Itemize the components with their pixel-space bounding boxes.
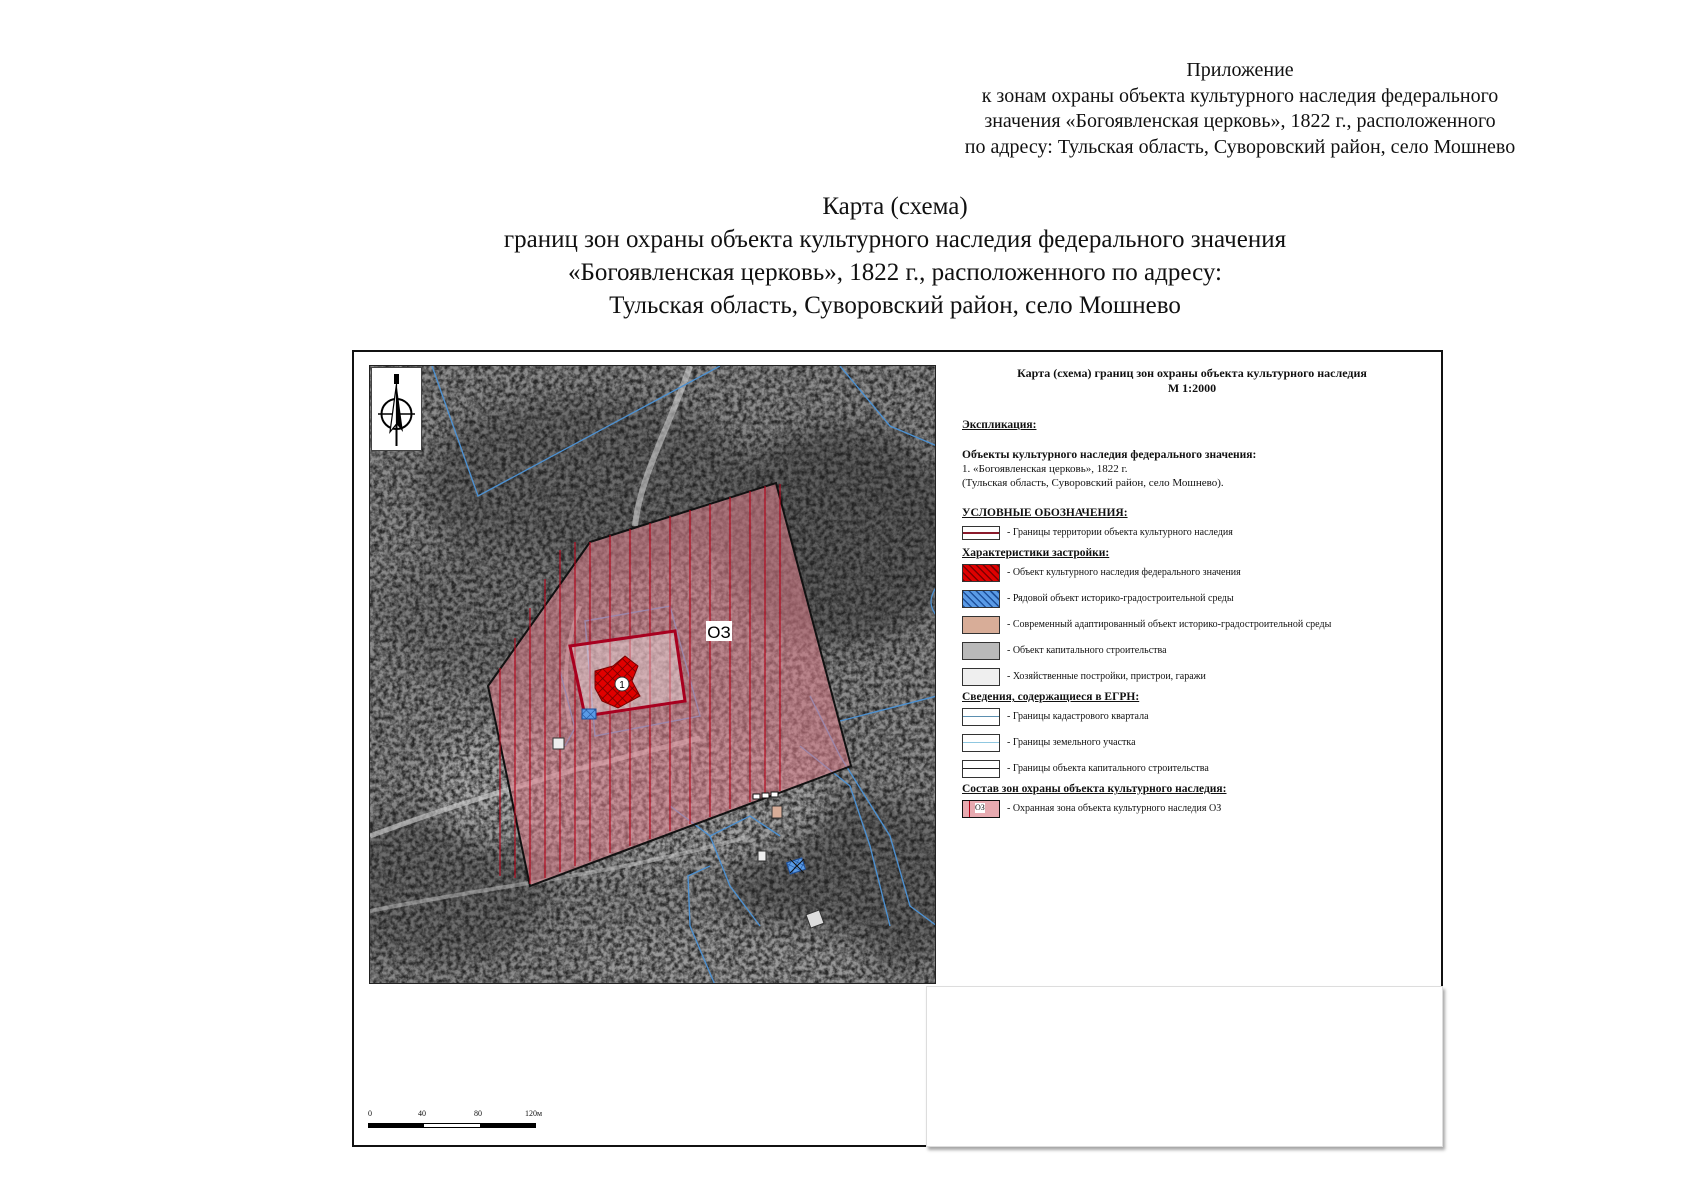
- household-building: [758, 851, 766, 861]
- map-sheet: [352, 350, 1443, 1147]
- legend-row-capital: [962, 638, 1422, 664]
- federal-object-swatch: [962, 564, 1000, 582]
- household-building: [553, 738, 564, 749]
- scale-label: 80: [474, 1109, 482, 1118]
- symbols-heading: УСЛОВНЫЕ ОБОЗНАЧЕНИЯ:: [962, 507, 1128, 519]
- object-line: 1. «Богоявленская церковь», 1822 г.: [962, 463, 1128, 475]
- household-swatch: [962, 668, 1000, 686]
- legend-row-territory: [962, 520, 1422, 546]
- legend-label: - Границы земельного участка: [1007, 737, 1136, 748]
- scale-label: 120м: [525, 1109, 543, 1118]
- legend-row-land-plot: [962, 730, 1422, 756]
- legend-label: - Границы объекта капитального строительства: [1007, 763, 1209, 774]
- legend-label: - Границы кадастрового квартала: [1007, 711, 1149, 722]
- north-arrow-icon: [372, 368, 421, 450]
- appendix-caption: [900, 58, 1580, 160]
- north-arrow: [371, 367, 422, 451]
- map-legend: [962, 366, 1422, 822]
- legend-label: - Охранная зона объекта культурного наследия ОЗ: [1007, 803, 1222, 814]
- satellite-map[interactable]: [369, 365, 936, 984]
- appendix-line: по адресу: Тульская область, Суворовский район, село Мошнево: [964, 135, 1516, 158]
- explication-heading: Экспликация:: [962, 419, 1037, 431]
- territory-swatch: [962, 526, 1000, 540]
- map-canvas: [370, 366, 936, 984]
- building-heading: Характеристики застройки:: [962, 547, 1110, 559]
- land-plot-swatch: [962, 734, 1000, 752]
- scale-bar-graphic: [368, 1123, 536, 1128]
- legend-row-household: [962, 664, 1422, 690]
- scale-label: 0: [368, 1109, 372, 1118]
- scale-bar: [368, 1109, 543, 1139]
- legend-row-cadastral: [962, 704, 1422, 730]
- legend-row-capital-boundary: [962, 756, 1422, 782]
- legend-title-line: Карта (схема) границ зон охраны объекта культурного наследия: [1017, 366, 1367, 380]
- scale-label: 40: [418, 1109, 426, 1118]
- household-building: [772, 806, 782, 818]
- legend-row-federal: [962, 560, 1422, 586]
- legend-label: - Хозяйственные постройки, пристрои, гаражи: [1007, 671, 1206, 682]
- object-line: (Тульская область, Суворовский район, село Мошнево).: [962, 477, 1224, 489]
- object-number: 1: [619, 680, 625, 691]
- ordinary-object: [582, 709, 596, 719]
- legend-label: - Границы территории объекта культурного наследия: [1007, 527, 1233, 538]
- cadastral-swatch: [962, 708, 1000, 726]
- appendix-line: к зонам охраны объекта культурного наследия федерального: [981, 84, 1499, 107]
- capital-object-swatch: [962, 642, 1000, 660]
- legend-title: [962, 366, 1422, 396]
- zone-swatch-label: ОЗ: [975, 803, 985, 812]
- objects-heading: Объекты культурного наследия федерального значения:: [962, 449, 1257, 461]
- appendix-line: Приложение: [1186, 59, 1294, 81]
- title-line: Тульская область, Суворовский район, село Мошнево: [609, 292, 1181, 319]
- title-line: «Богоявленская церковь», 1822 г., расположенного по адресу:: [568, 259, 1222, 286]
- zone-swatch: [962, 800, 1000, 818]
- legend-row-adapted: [962, 612, 1422, 638]
- zones-heading: Состав зон охраны объекта культурного наследия:: [962, 783, 1227, 795]
- adapted-object-swatch: [962, 616, 1000, 634]
- legend-label: - Современный адаптированный объект историко-градостроительной среды: [1007, 619, 1332, 630]
- page-title: [330, 190, 1460, 322]
- appendix-line: значения «Богоявленская церковь», 1822 г., расположенного: [984, 110, 1496, 132]
- title-line: границ зон охраны объекта культурного наследия федерального значения: [503, 226, 1287, 253]
- legend-row-ordinary: [962, 586, 1422, 612]
- stamp-box: [926, 986, 1443, 1147]
- egrn-heading: Сведения, содержащиеся в ЕГРН:: [962, 691, 1140, 703]
- ordinary-object-swatch: [962, 590, 1000, 608]
- legend-label: - Объект капитального строительства: [1007, 645, 1167, 656]
- legend-label: - Объект культурного наследия федерального значения: [1007, 567, 1241, 578]
- legend-label: - Рядовой объект историко-градостроительной среды: [1007, 593, 1234, 604]
- legend-scale: М 1:2000: [1167, 381, 1217, 395]
- legend-row-zone: [962, 796, 1422, 822]
- zone-label: ОЗ: [707, 623, 731, 642]
- capital-boundary-swatch: [962, 760, 1000, 778]
- title-line: Карта (схема): [822, 193, 968, 220]
